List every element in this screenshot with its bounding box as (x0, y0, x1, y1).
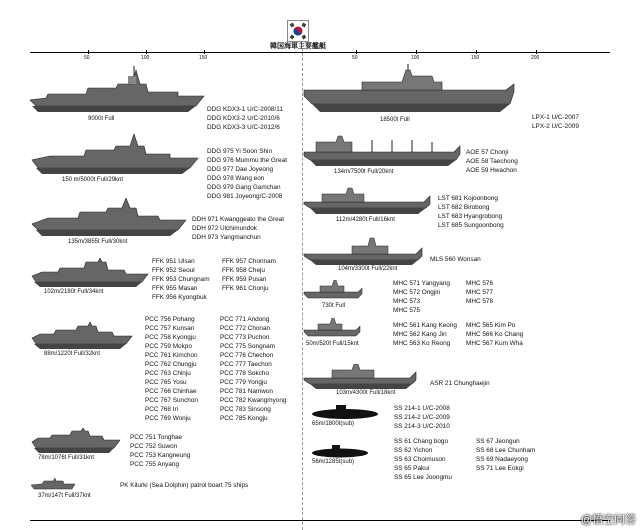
ship-list-line: PCC 767 Sunchon (145, 397, 198, 404)
ship-list-line: SS 68 Lee Chunham (476, 447, 536, 454)
mhc-small-minehunter-silhouette (302, 318, 362, 340)
ship-list-line: DDG 979 Gang Gamchan (207, 184, 281, 191)
ruler-tick-label: 100 (411, 55, 420, 61)
ruler-tick-label: 200 (531, 55, 540, 61)
ship-list-line: FFK 961 Chonju (222, 285, 269, 292)
kdx3-destroyer-silhouette (28, 66, 208, 114)
ship-list-line: PCC 776 Chechon (220, 352, 274, 359)
scale-ruler (30, 52, 610, 53)
ship-stat: 135m/3855t Full/30knt (68, 239, 128, 245)
ship-stat: 88m/1220t Full/32knt (44, 351, 101, 357)
korean-flag-icon (287, 20, 309, 42)
ship-list-line: PCC 755 Anyang (130, 461, 180, 468)
ship-list-line: FFK 955 Masan (152, 285, 198, 292)
ship-list-line: MHC 565 Kim Po (466, 322, 516, 329)
ship-list-line: PCC 752 Suwon (130, 443, 178, 450)
ship-stat: 102m/2180t Full/34knt (44, 289, 104, 295)
ship-list-line: SS 63 Choimuson (394, 456, 446, 463)
ruler-tick-label: 50 (352, 55, 358, 61)
pcc-corvette-silhouette (30, 322, 135, 350)
ship-list-line: PCC 766 Chinhae (145, 388, 197, 395)
ship-stat: 18500t Full (380, 117, 410, 123)
page-title: 韓国海軍主要艦艇 (270, 43, 326, 50)
ship-list-line: PCC 757 Kunsan (145, 325, 195, 332)
ship-list-line: LST 683 Hyangrobong (438, 213, 503, 220)
ship-list-line: DDG 977 Dae Joyeong (207, 166, 274, 173)
ship-stat: 112m/4280t Full/16knt (336, 217, 395, 223)
mls-minelayer-silhouette (302, 236, 424, 266)
ship-list-line: PCC 756 Pohang (145, 316, 195, 323)
ruler-tick (88, 50, 89, 54)
ship-list-line: PCC 781 Namwon (220, 388, 273, 395)
ruler-tick-label: 100 (141, 55, 150, 61)
ship-list-line: DDH 972 Ulchimundok (192, 225, 257, 232)
ship-list-line: MHC 578 (466, 298, 493, 305)
ship-list-line: FFK 956 Kyongbuk (152, 294, 207, 301)
ship-list-line: PCC 773 Puchon (220, 334, 270, 341)
lst-landing-ship-silhouette (302, 186, 432, 216)
ship-list-line: ASR 21 Chunghaejin (430, 380, 490, 387)
ss214-submarine-silhouette (310, 402, 380, 420)
ship-stat: 9000t Full (88, 116, 115, 122)
ship-list-line: PCC 782 Kwangmyong (220, 397, 287, 404)
ship-list-line: LST 682 Birobong (438, 204, 490, 211)
ruler-tick (416, 50, 417, 54)
watermark: @悟空问答 (580, 514, 636, 526)
kdx2-destroyer-silhouette (30, 132, 200, 176)
ship-list-line: FFK 952 Seoul (152, 267, 195, 274)
ship-list-line: MLS 560 Wonsan (430, 256, 481, 263)
ship-list-line: PCC 763 Chinju (145, 370, 191, 377)
asr-rescue-ship-silhouette (302, 364, 418, 390)
ship-stat: 134m/7500t Full/20knt (334, 169, 394, 175)
ship-list-line: MHC 562 Kang Jin (393, 331, 447, 338)
ship-list-line: PCC 777 Taechon (220, 361, 272, 368)
ship-list-line: PK Kilurki (Sea Dolphin) patrol boart 75 ships (120, 482, 249, 489)
ship-list-line: DDG 976 Mummu the Great (207, 157, 287, 164)
ship-list-line: MHC 567 Kum Wha (466, 340, 523, 347)
mhc-minehunter-silhouette (302, 280, 364, 302)
ship-stat: 56m/1285t(sub) (312, 459, 355, 465)
ship-stat: 103m/4300t Full/18knt (336, 390, 396, 396)
ship-list-line: DDH 971 Kwanggeato the Great (192, 216, 285, 223)
ship-list-line: PCC 765 Yosu (145, 379, 187, 386)
ship-list-line: DDG 978 Wang eon (207, 175, 265, 182)
kdx1-destroyer-silhouette (30, 198, 190, 238)
ruler-tick-label: 150 (199, 55, 208, 61)
ship-list-line: FFK 959 Pusan (222, 276, 267, 283)
ship-list-line: FFK 957 Chonnam (222, 258, 276, 265)
ship-list-line: MHC 561 Kang Keong (393, 322, 457, 329)
ship-list-line: SS 71 Lee Eokgi (476, 465, 524, 472)
ruler-tick (146, 50, 147, 54)
ship-list-line: MHC 575 (393, 307, 420, 314)
ruler-tick (356, 50, 357, 54)
ship-list-line: MHC 572 Ongjin (393, 289, 441, 296)
ship-list-line: FFK 958 Cheju (222, 267, 265, 274)
ship-list-line: SS 69 Nadaeyong (476, 456, 528, 463)
ship-list-line: AOE 57 Chonji (466, 149, 509, 156)
ship-list-line: SS 62 Yichon (394, 447, 433, 454)
ship-list-line: LST 685 Sungoonbong (438, 222, 504, 229)
ship-stat: 65m/1800t(sub) (312, 421, 355, 427)
ship-list-line: PCC 768 Iri (145, 406, 179, 413)
ruler-tick (536, 50, 537, 54)
ship-list-line: DDG 975 Yi Soon Shin (207, 148, 273, 155)
ship-list-line: DDG 981 Joyeong/C-2008 (207, 193, 283, 200)
pcc-small-corvette-silhouette (30, 428, 122, 454)
ship-list-line: PCC 783 Sinsong (220, 406, 271, 413)
ruler-tick (204, 50, 205, 54)
ruler-tick-label: 150 (471, 55, 480, 61)
ship-list-line: SS 61 Chang bogo (394, 438, 449, 445)
ship-list-line: PCC 769 Wonju (145, 415, 191, 422)
ship-stat: 104m/3300t Full/22knt (338, 266, 398, 272)
ship-stat: 150 m/5000t Full/29knt (62, 177, 124, 183)
ship-list-line: DDG KDX3-1 U/C-2008/11 (207, 106, 283, 113)
ruler-tick-label: 50 (84, 55, 90, 61)
ship-list-line: LST 681 Kojoonbong (438, 195, 498, 202)
ruler-tick (476, 50, 477, 54)
ship-list-line: AOE 58 Taechong (466, 158, 518, 165)
ship-list-line: FFK 951 Ulsan (152, 258, 195, 265)
ship-list-line: MHC 571 Yangyang (393, 280, 450, 287)
ship-list-line: LPX-2 U/C-2009 (532, 123, 579, 130)
ship-list-line: SS 214-1 U/C-2008 (394, 405, 450, 412)
ship-list-line: SS 65 Pakui (394, 465, 430, 472)
ship-list-line: SS 214-2 U/C-2009 (394, 414, 450, 421)
ship-list-line: PCC 775 Songnam (220, 343, 276, 350)
ship-list-line: PCC 758 Kyongju (145, 334, 196, 341)
ship-stat: 37m/147t Full/37knt (38, 493, 91, 499)
ship-list-line: PCC 778 Sokcho (220, 370, 270, 377)
ship-stat: 50m/520t Full/15knt (306, 341, 359, 347)
ship-list-line: FFK 953 Chungnam (152, 276, 210, 283)
ship-stat: 78m/1076t Full/31knt (38, 455, 95, 461)
pk-patrol-boat-silhouette (30, 478, 76, 492)
ship-list-line: DDH 973 Yangmanchun (192, 234, 261, 241)
ship-list-line: MHC 566 Ko Chang (466, 331, 524, 338)
ship-list-line: PCC 751 Tonghae (130, 434, 183, 441)
ss209-submarine-silhouette (310, 442, 370, 458)
ship-list-line: PCC 771 Andong (220, 316, 270, 323)
ship-list-line: MHC 573 (393, 298, 420, 305)
ship-list-line: PCC 772 Chonan (220, 325, 271, 332)
ship-list-line: MHC 577 (466, 289, 493, 296)
ship-list-line: DDG KDX3-3 U/C-2012/6 (207, 124, 280, 131)
ship-list-line: AOE 59 Hwachon (466, 167, 517, 174)
ship-list-line: MHC 563 Ko Reong (393, 340, 451, 347)
ship-list-line: PCC 785 Kongju (220, 415, 268, 422)
ship-list-line: PCC 761 Kimchon (145, 352, 198, 359)
ship-list-line: PCC 759 Mokpo (145, 343, 192, 350)
bottom-scale-ruler (30, 520, 610, 521)
ship-list-line: PCC 779 Yongju (220, 379, 267, 386)
ship-list-line: SS 214-3 U/C-2010 (394, 423, 450, 430)
ship-list-line: PCC 753 Kangneung (130, 452, 191, 459)
ship-list-line: LPX-1 U/C-2007 (532, 114, 579, 121)
ship-list-line: SS 65 Lee Joongmu (394, 474, 452, 481)
ship-list-line: MHC 576 (466, 280, 493, 287)
aoe-supply-ship-silhouette (302, 132, 462, 168)
lpx-amphibious-ship-silhouette (302, 64, 517, 116)
ffk-frigate-silhouette (30, 258, 150, 288)
ship-stat: 730t Full (322, 303, 346, 309)
ship-list-line: SS 67 Jeongun (476, 438, 520, 445)
ship-list-line: PCC 762 Chungju (145, 361, 197, 368)
ship-list-line: DDG KDX3-2 U/C-2010/6 (207, 115, 280, 122)
